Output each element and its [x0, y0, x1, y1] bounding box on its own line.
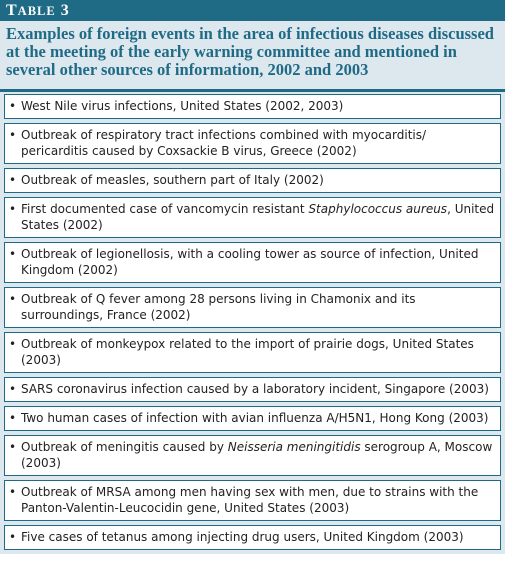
bullet-icon: • [9, 173, 17, 187]
list-item [4, 332, 501, 373]
list-item [4, 377, 501, 402]
list-item [4, 525, 501, 550]
list-item [4, 287, 501, 328]
list-item-text-part: Outbreak of meningitis caused by [21, 440, 228, 454]
bullet-icon: • [9, 292, 17, 306]
bullet-icon: • [9, 337, 17, 351]
events-list [0, 92, 505, 554]
list-item-species-name: Neisseria meningitidis [227, 440, 361, 454]
list-item-text-part: West Nile virus infections, United States (2002, 2003) [21, 99, 344, 113]
list-item-text [21, 246, 496, 278]
list-item-text-part: Outbreak of legionellosis, with a cooling tower as source of infection, United Kingdom (2002) [21, 247, 479, 277]
list-item [4, 480, 501, 521]
bullet-icon: • [9, 99, 17, 113]
list-item-text-part: , United States (2002) [21, 202, 495, 232]
list-item-text [21, 98, 496, 114]
list-item [4, 406, 501, 431]
list-item-text [21, 127, 496, 159]
bullet-icon: • [9, 440, 17, 454]
bullet-icon: • [9, 530, 17, 544]
list-item [4, 435, 501, 476]
list-item-text [21, 529, 496, 545]
list-item-text [21, 410, 496, 426]
bullet-icon: • [9, 382, 17, 396]
list-item-text [21, 336, 496, 368]
list-item [4, 197, 501, 238]
list-item [4, 242, 501, 283]
list-item-text [21, 381, 496, 397]
list-item-text [21, 439, 496, 471]
table-label [0, 0, 505, 21]
bullet-icon: • [9, 485, 17, 499]
list-item [4, 94, 501, 119]
list-item-text-part: First documented case of vancomycin resistant [21, 202, 309, 216]
list-item-text [21, 201, 496, 233]
list-item-species-name: Staphylococcus aureus [308, 202, 448, 216]
list-item [4, 123, 501, 164]
list-item-text-part: Outbreak of measles, southern part of Italy (2002) [21, 173, 324, 187]
list-item-text-part: serogroup A, Moscow (2003) [21, 440, 493, 470]
list-item [4, 168, 501, 193]
list-item-text [21, 484, 496, 516]
list-item-text [21, 172, 496, 188]
bullet-icon: • [9, 202, 17, 216]
table-caption: Examples of foreign events in the area of infectious diseases discussed at the meeting of the early warning committee and mentioned in several other sources of information, 2002 and 2003 [0, 21, 505, 92]
bullet-icon: • [9, 247, 17, 261]
list-item-text-part: Two human cases of infection with avian influenza A/H5N1, Hong Kong (2003) [21, 411, 489, 425]
list-item-text-part: Five cases of tetanus among injecting drug users, United Kingdom (2003) [21, 530, 464, 544]
list-item-text-part: Outbreak of respiratory tract infections combined with myocarditis/ pericarditis caused by Coxsackie B virus, Greece (2002) [21, 128, 427, 158]
list-item-text-part: Outbreak of monkeypox related to the import of prairie dogs, United States (2003) [21, 337, 474, 367]
table-label-initial: T [6, 2, 18, 19]
list-item-text-part: SARS coronavirus infection caused by a laboratory incident, Singapore (2003) [21, 382, 489, 396]
list-item-text [21, 291, 496, 323]
table-label-rest: ABLE [17, 4, 56, 18]
bullet-icon: • [9, 411, 17, 425]
bullet-icon: • [9, 128, 17, 142]
table-number: 3 [60, 2, 70, 19]
list-item-text-part: Outbreak of Q fever among 28 persons living in Chamonix and its surroundings, France (2002) [21, 292, 416, 322]
list-item-text-part: Outbreak of MRSA among men having sex with men, due to strains with the Panton-Valentin-Leucocidin gene, United States (2003) [21, 485, 479, 515]
